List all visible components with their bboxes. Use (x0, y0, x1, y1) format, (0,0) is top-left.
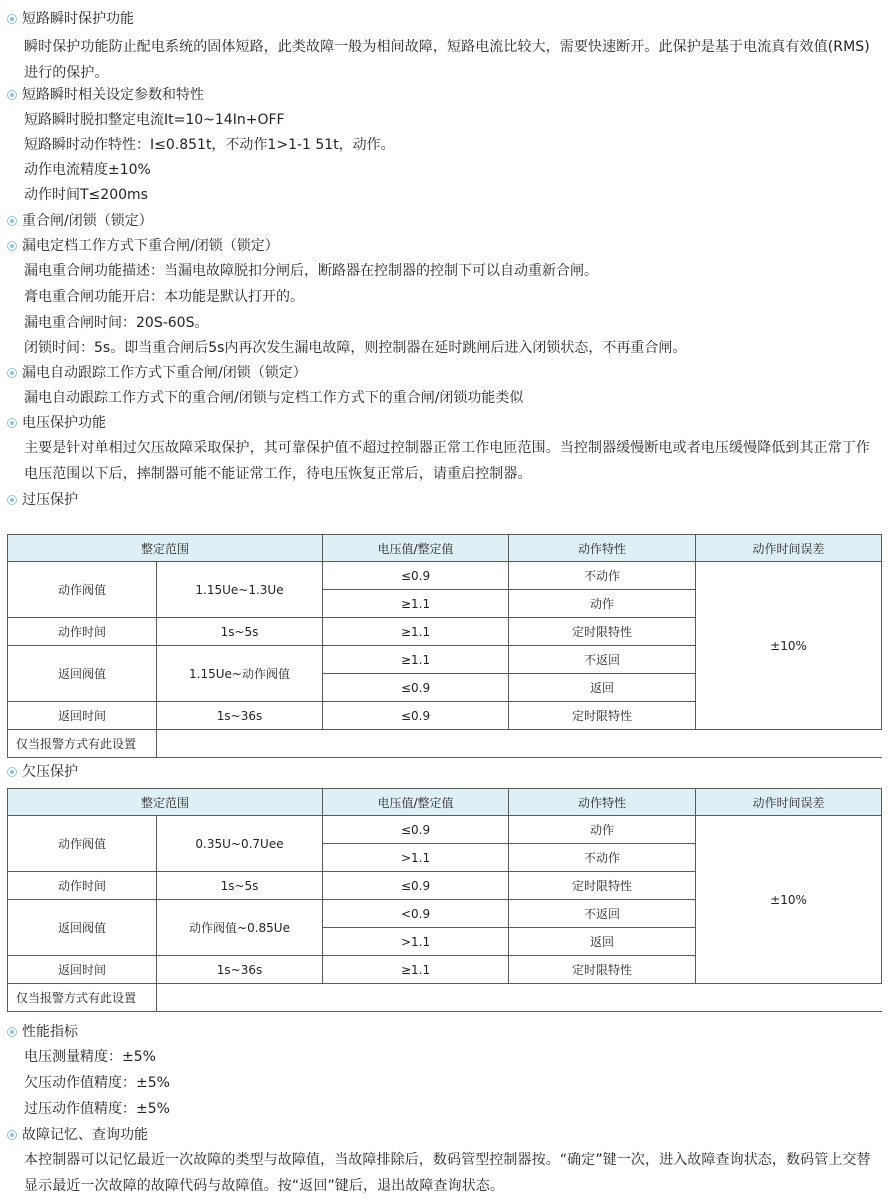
table-note-row (8, 730, 882, 758)
paragraph-line: 漏电重合闸时间：20S-60S。 (24, 315, 209, 331)
row-action: 返回 (509, 674, 696, 702)
heading-text: 电压保护功能 (22, 415, 106, 431)
paragraph-line: 动作时间T≤200ms (24, 187, 148, 203)
heading-text: 故障记忆、查询功能 (22, 1127, 148, 1143)
undervoltage-table (7, 788, 882, 1012)
table-note-row (8, 984, 882, 1012)
row-range: 1.15Ue~动作阀值 (157, 646, 323, 702)
table-header-row (8, 535, 882, 562)
row-range: 1s~5s (157, 618, 323, 646)
error-cell: ±10% (696, 816, 882, 984)
row-name: 返回阀值 (8, 900, 157, 956)
header-error: 动作时间误差 (696, 789, 882, 816)
circle-bullet-icon (7, 1027, 17, 1037)
row-action: 定时限特性 (509, 956, 696, 984)
heading-text: 短路瞬时保护功能 (22, 11, 134, 27)
row-name: 动作时间 (8, 872, 157, 900)
paragraph-line: 漏电自动跟踪工作方式下的重合闸/闭锁与定档工作方式下的重合闸/闭锁功能类似 (24, 390, 524, 406)
heading-text: 漏电定档工作方式下重合闸/闭锁（锁定） (22, 238, 279, 254)
row-value: >1.1 (323, 844, 509, 872)
row-value: ≥1.1 (323, 618, 509, 646)
row-value: <0.9 (323, 900, 509, 928)
error-cell: ±10% (696, 562, 882, 730)
circle-bullet-icon (7, 14, 17, 24)
row-value: ≤0.9 (323, 872, 509, 900)
section-heading (7, 86, 204, 104)
circle-bullet-icon (7, 767, 17, 777)
header-range: 整定范围 (8, 789, 323, 816)
header-ratio: 电压值/整定值 (323, 789, 509, 816)
circle-bullet-icon (7, 1130, 17, 1140)
circle-bullet-icon (7, 368, 17, 378)
section-heading (7, 237, 279, 255)
row-value: ≥1.1 (323, 590, 509, 618)
overvoltage-table (7, 534, 882, 758)
heading-text: 重合闸/闭锁（锁定） (22, 213, 153, 229)
header-ratio: 电压值/整定值 (323, 535, 509, 562)
paragraph-line: 闭锁时间：5s。即当重合闸后5s内再次发生漏电故障，则控制器在延时跳闸后进入闭锁状态，不再重合闸。 (24, 340, 687, 356)
circle-bullet-icon (7, 216, 17, 226)
row-name: 返回阀值 (8, 646, 157, 702)
paragraph-line: 动作电流精度±10% (24, 162, 151, 178)
row-action: 定时限特性 (509, 618, 696, 646)
row-value: ≥1.1 (323, 956, 509, 984)
row-action: 不返回 (509, 900, 696, 928)
row-range: 动作阀值~0.85Ue (157, 900, 323, 956)
paragraph-line: 过压动作值精度：±5% (24, 1101, 170, 1117)
section-heading (7, 763, 78, 781)
section-heading (7, 212, 153, 230)
paragraph-line: 电压测量精度：±5% (24, 1049, 156, 1065)
row-name: 动作阀值 (8, 562, 157, 618)
heading-text: 短路瞬时相关设定参数和特性 (22, 87, 204, 103)
section-heading (7, 10, 134, 28)
circle-bullet-icon (7, 495, 17, 505)
row-name: 返回时间 (8, 956, 157, 984)
row-action: 不动作 (509, 844, 696, 872)
section-heading (7, 491, 78, 509)
header-action: 动作特性 (509, 789, 696, 816)
heading-text: 过压保护 (22, 492, 78, 508)
header-error: 动作时间误差 (696, 535, 882, 562)
row-action: 不返回 (509, 646, 696, 674)
table-note: 仅当报警方式有此设置 (8, 730, 157, 758)
row-range: 1s~36s (157, 702, 323, 730)
paragraph-line: 欠压动作值精度：±5% (24, 1075, 170, 1091)
row-action: 定时限特性 (509, 702, 696, 730)
section-heading (7, 414, 106, 432)
section-heading (7, 1126, 148, 1144)
circle-bullet-icon (7, 418, 17, 428)
row-value: ≥1.1 (323, 646, 509, 674)
paragraph-line: 短路瞬时脱扣整定电流It=10~14In+OFF (24, 112, 285, 128)
paragraph: 主要是针对单相过欠压故障采取保护，其可靠保护值不超过控制器正常工作电匝范围。当控制器缓慢断电或者电压缓慢降低到其正常丁作电压范围以下后，摔制器可能不能证常工作，待电压恢复正常后，请重启控制器。 (24, 440, 870, 482)
circle-bullet-icon (7, 241, 17, 251)
row-action: 动作 (509, 816, 696, 844)
table-note: 仅当报警方式有此设置 (8, 984, 157, 1012)
heading-text: 性能指标 (22, 1024, 78, 1040)
row-range: 0.35U~0.7Uee (157, 816, 323, 872)
heading-text: 漏电自动跟踪工作方式下重合闸/闭锁（锁定） (22, 365, 307, 381)
row-value: ≤0.9 (323, 674, 509, 702)
row-action: 动作 (509, 590, 696, 618)
circle-bullet-icon (7, 90, 17, 100)
row-action: 返回 (509, 928, 696, 956)
paragraph-line: 漏电重合闸功能描述：当漏电故障脱扣分闸后，断路器在控制器的控制下可以自动重新合闸。 (24, 263, 598, 279)
row-name: 动作阀值 (8, 816, 157, 872)
header-action: 动作特性 (509, 535, 696, 562)
row-value: ≤0.9 (323, 562, 509, 590)
table-row (8, 562, 882, 590)
table-header-row (8, 789, 882, 816)
paragraph-line: 膏电重合闸功能开启：本功能是默认打开的。 (24, 289, 304, 305)
row-range: 1s~5s (157, 872, 323, 900)
row-range: 1s~36s (157, 956, 323, 984)
row-name: 返回时间 (8, 702, 157, 730)
empty-cell (157, 730, 882, 758)
row-value: ≤0.9 (323, 816, 509, 844)
paragraph-line: 短路瞬时动作特性：I≤0.851t，不动作1>1-1 51t，动作。 (24, 137, 395, 153)
empty-cell (157, 984, 882, 1012)
heading-text: 欠压保护 (22, 764, 78, 780)
row-value: ≤0.9 (323, 702, 509, 730)
table-row (8, 816, 882, 844)
paragraph: 本控制器可以记忆最近一次故障的类型与故障值，当故障排除后，数码管型控制器按。“确定”键一次，进入故障查询状态，数码管上交替显示最近一次故障的故障代码与故障值。按“返回”键后，退出故障查询状态。 (24, 1152, 871, 1194)
row-name: 动作时间 (8, 618, 157, 646)
row-action: 不动作 (509, 562, 696, 590)
row-range: 1.15Ue~1.3Ue (157, 562, 323, 618)
row-action: 定时限特性 (509, 872, 696, 900)
row-value: >1.1 (323, 928, 509, 956)
section-heading (7, 364, 307, 382)
paragraph: 瞬时保护功能防止配电系统的固体短路，此类故障一般为相间故障，短路电流比较大，需要快速断开。此保护是基于电流真有效值(RMS)进行的保护。 (24, 39, 870, 81)
section-heading (7, 1023, 78, 1041)
header-range: 整定范围 (8, 535, 323, 562)
